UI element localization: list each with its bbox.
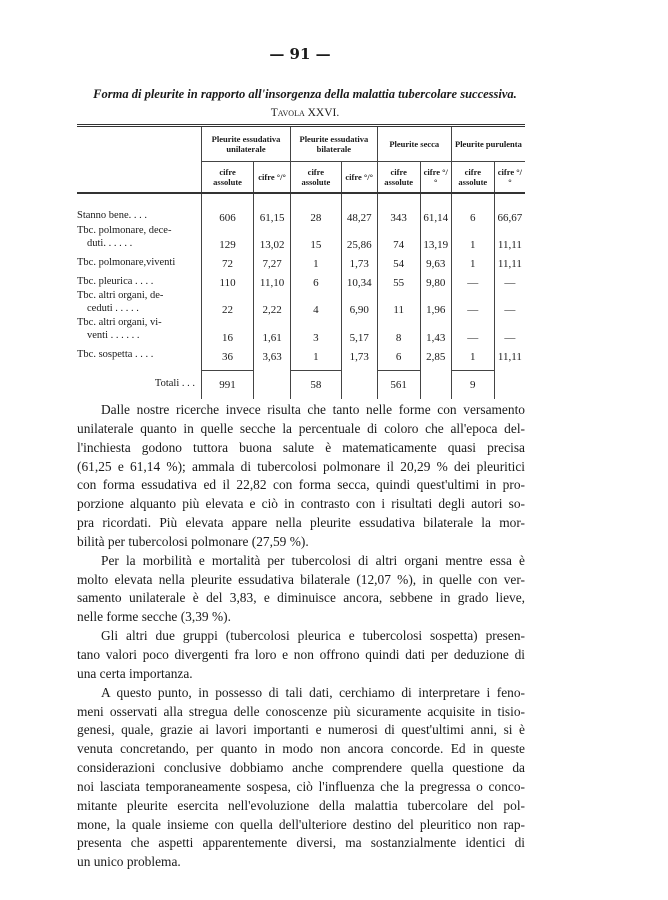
table-cell: 5,17 bbox=[341, 316, 377, 343]
table-cell: 16 bbox=[202, 316, 254, 343]
text-line: una certa importanza. bbox=[77, 665, 193, 681]
text-line: unilaterale quanto in quelle secche la percentuale di coloro che all'epoca del- bbox=[77, 420, 525, 436]
table-cell: 6 bbox=[377, 344, 420, 363]
table-caption: Forma di pleurite in rapporto all'insorgenza della malattia tubercolare successiva. bbox=[93, 87, 517, 101]
table-cell: 4 bbox=[291, 289, 342, 316]
data-table bbox=[77, 124, 525, 399]
row-label-line: Stanno bene. . . . bbox=[77, 210, 147, 222]
table-cell: 1,73 bbox=[341, 344, 377, 363]
table-cell: 1 bbox=[451, 224, 494, 251]
text-line: mitante pleurite esercita nell'evoluzione della malattia tubercolare del pol- bbox=[77, 797, 525, 813]
table-cell: 9,63 bbox=[420, 251, 451, 270]
text-line: nelle forme secche (3,39 %). bbox=[77, 609, 231, 625]
totals-cell: 561 bbox=[377, 371, 420, 399]
table-cell: 3,63 bbox=[254, 344, 291, 363]
row-label bbox=[77, 344, 202, 363]
table-row bbox=[77, 270, 525, 289]
header-empty bbox=[77, 126, 202, 194]
row-label-line: Tbc. polmonare,viventi bbox=[77, 256, 176, 268]
table-cell: 11,10 bbox=[254, 270, 291, 289]
text-line: con forma essudativa ed il 22,82 con forma secca, quindi quest'ultimi in pro- bbox=[77, 477, 525, 493]
totals-row bbox=[77, 371, 525, 399]
table-cell: 2,22 bbox=[254, 289, 291, 316]
column-subheader: cifre °/° bbox=[420, 162, 451, 194]
table-cell: 129 bbox=[202, 224, 254, 251]
totals-cell bbox=[494, 371, 525, 399]
table-row bbox=[77, 224, 525, 251]
table-row bbox=[77, 344, 525, 363]
table-cell: 6 bbox=[451, 193, 494, 224]
text-line: Dalle nostre ricerche invece risulta che tanto nelle forme con versamento bbox=[101, 402, 525, 417]
text-line: noi lasciata temporaneamente sospesa, ciò l'influenza che la pregressa o conco- bbox=[77, 778, 525, 794]
row-label-line: Tbc. altri organi, de- bbox=[77, 290, 164, 302]
column-subheader: cifre assolute bbox=[377, 162, 420, 194]
totals-cell: 991 bbox=[202, 371, 254, 399]
row-label bbox=[77, 289, 202, 316]
table-cell: 1 bbox=[291, 251, 342, 270]
totals-cell: 58 bbox=[291, 371, 342, 399]
column-subheader: cifre °/° bbox=[341, 162, 377, 194]
text-line: bilità per tubercolosi polmonare (27,59 %). bbox=[77, 533, 309, 549]
totals-label: Totali . . . bbox=[154, 378, 195, 390]
row-label bbox=[77, 251, 202, 270]
table-row bbox=[77, 251, 525, 270]
table-cell: — bbox=[494, 289, 525, 316]
group-header: Pleurite essudativa bilaterale bbox=[291, 126, 378, 162]
text-line: mone, la quale insieme con quella dell'ulteriore destino del pleuritico non rap- bbox=[77, 816, 525, 832]
table-cell: 11,11 bbox=[494, 224, 525, 251]
row-label-line: Tbc. pleurica . . . . bbox=[77, 275, 154, 287]
table-cell: 10,34 bbox=[341, 270, 377, 289]
table-cell: 36 bbox=[202, 344, 254, 363]
table-cell: 48,27 bbox=[341, 193, 377, 224]
table-cell: 54 bbox=[377, 251, 420, 270]
table-cell: — bbox=[451, 270, 494, 289]
totals-cell bbox=[254, 371, 291, 399]
table-cell: 15 bbox=[291, 224, 342, 251]
table-row bbox=[77, 289, 525, 316]
row-label bbox=[77, 193, 202, 224]
table-cell: 1 bbox=[291, 344, 342, 363]
text-line: venuta concretando, per quanto in modo non ancora concorde. Ed in queste bbox=[77, 741, 525, 757]
row-label-line: Tbc. altri organi, vi- bbox=[77, 317, 162, 329]
page-number: — 91 — bbox=[269, 45, 331, 63]
text-line: molto elevata nella pleurite essudativa bilaterale (12,07 %), in quelle con ver- bbox=[77, 571, 525, 587]
column-subheader: cifre assolute bbox=[202, 162, 254, 194]
totals-cell: 9 bbox=[451, 371, 494, 399]
table-cell: 11,11 bbox=[494, 344, 525, 363]
group-header: Pleurite essudativa unilaterale bbox=[202, 126, 291, 162]
table-cell: 66,67 bbox=[494, 193, 525, 224]
row-label-line: duti. . . . . . bbox=[87, 237, 133, 249]
table-cell: 6,90 bbox=[341, 289, 377, 316]
text-line: A questo punto, in possesso di tali dati, cerchiamo di interpretare i feno- bbox=[101, 684, 525, 700]
text-line: Per la morbilità e mortalità per tubercolosi di altri organi mentre essa è bbox=[101, 552, 525, 568]
row-label-line: Tbc. polmonare, dece- bbox=[77, 225, 172, 236]
table-cell: 61,14 bbox=[420, 193, 451, 224]
text-line: considerazioni conclusive dobbiamo anche comprendere quella questione da bbox=[77, 760, 525, 776]
text-line: genesi, quale, grazie ai lavori importanti e numerosi di quest'ultimi anni, si è bbox=[77, 722, 525, 738]
column-subheader: cifre °/° bbox=[254, 162, 291, 194]
text-line: un unico problema. bbox=[77, 854, 181, 870]
table-cell: 11,11 bbox=[494, 251, 525, 270]
table-cell: 25,86 bbox=[341, 224, 377, 251]
text-line: (61,25 e 61,14 %); ammala di tubercolosi polmonare il 20,29 % dei pleuritici bbox=[77, 458, 525, 474]
text-line: porzione alquanto più elevata e ciò in contrasto con i risultati degli autori so- bbox=[77, 496, 525, 512]
table-cell: — bbox=[451, 316, 494, 343]
table-row bbox=[77, 193, 525, 224]
table-cell: 7,27 bbox=[254, 251, 291, 270]
totals-cell bbox=[420, 371, 451, 399]
row-label bbox=[77, 224, 202, 251]
row-label bbox=[77, 316, 202, 343]
table-cell: 22 bbox=[202, 289, 254, 316]
column-subheader: cifre assolute bbox=[451, 162, 494, 194]
totals-cell bbox=[341, 371, 377, 399]
column-subheader: cifre assolute bbox=[291, 162, 342, 194]
table-cell: 2,85 bbox=[420, 344, 451, 363]
group-header: Pleurite purulenta bbox=[451, 126, 525, 162]
row-label-line: ceduti . . . . . bbox=[87, 302, 139, 314]
table-cell: 6 bbox=[291, 270, 342, 289]
table-cell: 28 bbox=[291, 193, 342, 224]
text-line: meni osservati alla stregua delle conoscenze più sicuramente acquisite in tisio- bbox=[77, 703, 525, 719]
body-text bbox=[77, 401, 525, 872]
table-cell: — bbox=[494, 316, 525, 343]
column-subheader: cifre °/° bbox=[494, 162, 525, 194]
table-cell: 74 bbox=[377, 224, 420, 251]
table-cell: 1,43 bbox=[420, 316, 451, 343]
table-cell: 9,80 bbox=[420, 270, 451, 289]
table-cell: — bbox=[494, 270, 525, 289]
table-cell: — bbox=[451, 289, 494, 316]
table-cell: 1,96 bbox=[420, 289, 451, 316]
table-cell: 13,02 bbox=[254, 224, 291, 251]
table-cell: 13,19 bbox=[420, 224, 451, 251]
table-cell: 1 bbox=[451, 251, 494, 270]
table-title: Tavola XXVI. bbox=[270, 107, 340, 119]
table-cell: 61,15 bbox=[254, 193, 291, 224]
text-line: tano valori poco divergenti fra loro e non offrono quindi dati per deduzione di bbox=[77, 646, 525, 662]
table-cell: 3 bbox=[291, 316, 342, 343]
table-cell: 110 bbox=[202, 270, 254, 289]
table-cell: 606 bbox=[202, 193, 254, 224]
group-header: Pleurite secca bbox=[377, 126, 451, 162]
text-line: pra ricordati. Più elevata appare nella pleurite essudativa bilaterale la mor- bbox=[77, 515, 525, 531]
table-cell: 55 bbox=[377, 270, 420, 289]
text-line: samento unilaterale è del 3,83, e diminuisce ancora, sebbene in grado lieve, bbox=[77, 590, 525, 606]
row-label-line: venti . . . . . . bbox=[87, 329, 140, 341]
row-label bbox=[77, 270, 202, 289]
table-cell: 343 bbox=[377, 193, 420, 224]
table-cell: 72 bbox=[202, 251, 254, 270]
table-cell: 1,61 bbox=[254, 316, 291, 343]
table-cell: 1,73 bbox=[341, 251, 377, 270]
table-cell: 8 bbox=[377, 316, 420, 343]
row-label-line: Tbc. sospetta . . . . bbox=[77, 348, 154, 360]
text-line: Gli altri due gruppi (tubercolosi pleurica e tubercolosi sospetta) presen- bbox=[101, 628, 525, 644]
text-line: presenta che aspetti apparentemente diversi, ma sostanzialmente identici di bbox=[77, 835, 525, 851]
table-row bbox=[77, 316, 525, 343]
table-cell: 11 bbox=[377, 289, 420, 316]
text-line: l'inchiesta godono tuttora buona salute è matematicamente quasi precisa bbox=[77, 439, 525, 455]
table-cell: 1 bbox=[451, 344, 494, 363]
